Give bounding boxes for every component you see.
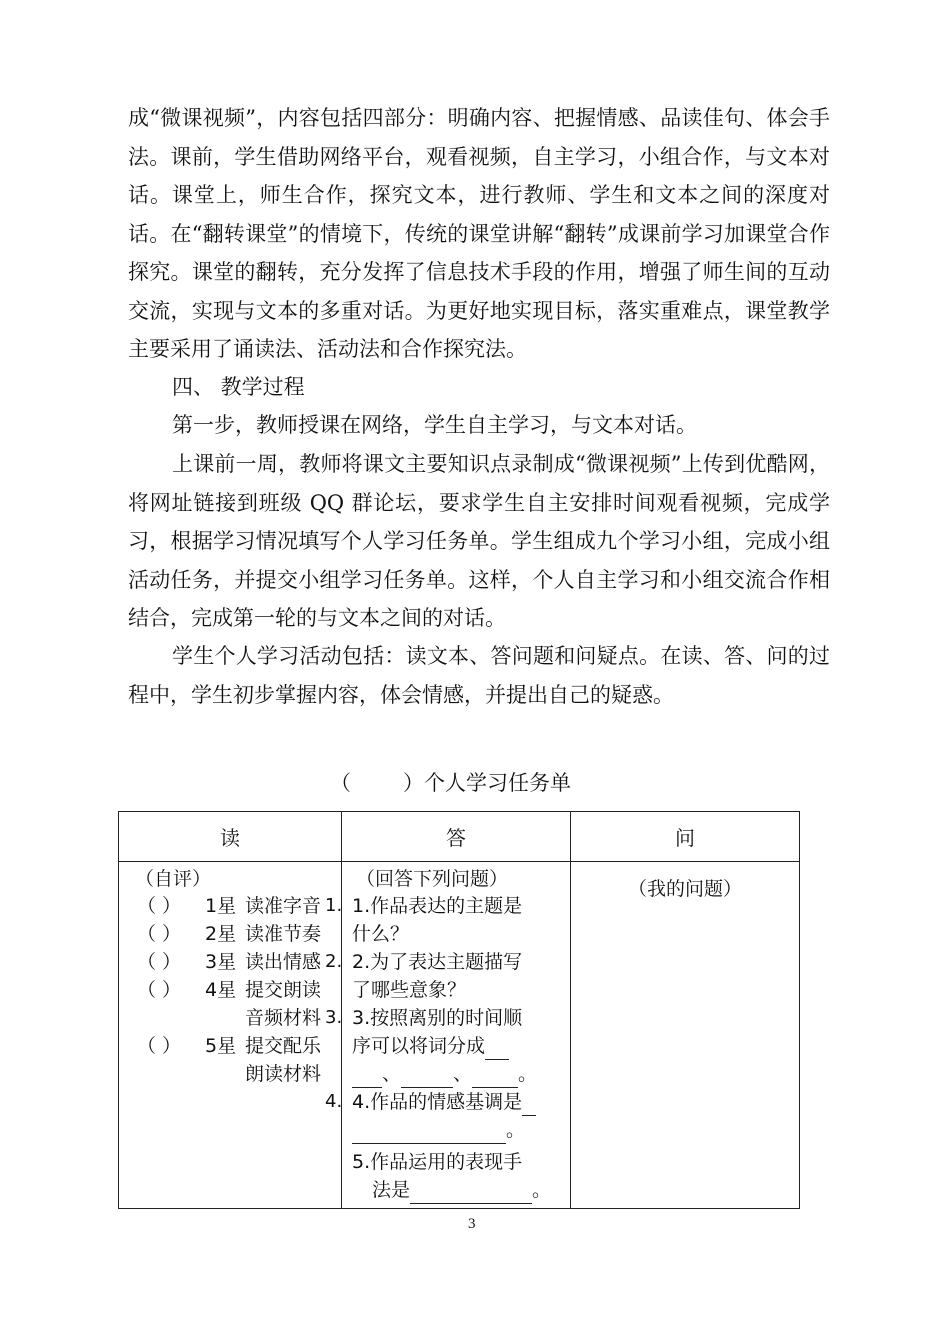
question-4: 4.作品的情感基调是 。 [352, 1088, 562, 1144]
self-eval-title: （自评） [135, 868, 212, 890]
blank-line [352, 1067, 382, 1088]
question-1: 1.作品表达的主题是 什么？ [352, 895, 523, 945]
learning-task-table [118, 811, 800, 1209]
star-row-5-cont: 朗读材料 [245, 1063, 322, 1085]
blank-line [485, 1039, 509, 1060]
star-row-3: （ ） 3星 读出情感 [137, 951, 322, 973]
table-header-row [119, 812, 800, 862]
blank-line [472, 1067, 518, 1088]
question-3: 3.按照离别的时间顺 序可以将词分成 、 、 。 [352, 1004, 562, 1088]
answer-cell [342, 862, 571, 1209]
header-answer: 答 [342, 812, 571, 862]
overlap-number-1: 1. [325, 895, 343, 916]
table-body-row [119, 862, 800, 1209]
answer-title: （回答下列问题） [356, 868, 509, 890]
star-row-2: （ ） 2星 读准节奏 [137, 923, 322, 945]
body-paragraph-3: 学生个人学习活动包括：读文本、答问题和问疑点。在读、答、问的过程中，学生初步掌握内容，体会情感，并提出自己的疑惑。 [128, 644, 830, 707]
body-paragraph-2: 上课前一周，教师将课文主要知识点录制成“微课视频”上传到优酷网，将网址链接到班级 QQ 群论坛，要求学生自主安排时间观看视频，完成学习，根据学习情况填写个人学习任务单。学生组成九个学习小组，完成小组活动任务，并提交小组学习任务单。这样，个人自主学习和小组交流合作相结合，完成第一轮的与文本之间的对话。 [128, 452, 830, 630]
overlap-number-2: 2. [325, 951, 343, 972]
step-one-paragraph: 第一步，教师授课在网络，学生自主学习，与文本对话。 [172, 413, 697, 437]
caption-open: （ [330, 771, 351, 795]
blank-line [522, 1095, 536, 1116]
header-read: 读 [119, 812, 342, 862]
read-cell [119, 862, 342, 1209]
star-row-4-cont: 音频材料 [245, 1007, 322, 1029]
overlap-number-3: 3. [325, 1007, 343, 1028]
my-question-title: （我的问题） [627, 878, 742, 900]
blank-line [401, 1067, 453, 1088]
star-row-1: （ ） 1星 读准字音 [137, 895, 322, 917]
table-caption [330, 768, 571, 798]
star-row-5: （ ） 5星 提交配乐 [137, 1035, 322, 1057]
page-number: 3 [468, 1216, 476, 1232]
blank-line [352, 1123, 506, 1144]
overlap-number-4: 4. [325, 1091, 343, 1112]
question-2: 2.为了表达主题描写 了哪些意象？ [352, 951, 523, 1001]
header-question: 问 [571, 812, 800, 862]
blank-line [410, 1183, 532, 1204]
body-paragraph-1: 成“微课视频”，内容包括四部分：明确内容、把握情感、品读佳句、体会手法。课前，学生借助网络平台，观看视频，自主学习，小组合作，与文本对话。课堂上，师生合作，探究文本，进行教师、学生和文本之间的深度对话。在“翻转课堂”的情境下，传统的课堂讲解“翻转”成课前学习加课堂合作探究。课堂的翻转，充分发挥了信息技术手段的作用，增强了师生间的互动交流，实现与文本的多重对话。为更好地实现目标，落实重难点，课堂教学主要采用了诵读法、活动法和合作探究法。 [128, 106, 830, 361]
caption-text: ）个人学习任务单 [403, 771, 571, 795]
question-5: 5.作品运用的表现手 法是 。 [352, 1148, 562, 1204]
question-cell [571, 862, 800, 1209]
section-heading: 四、 教学过程 [172, 375, 305, 399]
star-row-4: （ ） 4星 提交朗读 [137, 979, 322, 1001]
